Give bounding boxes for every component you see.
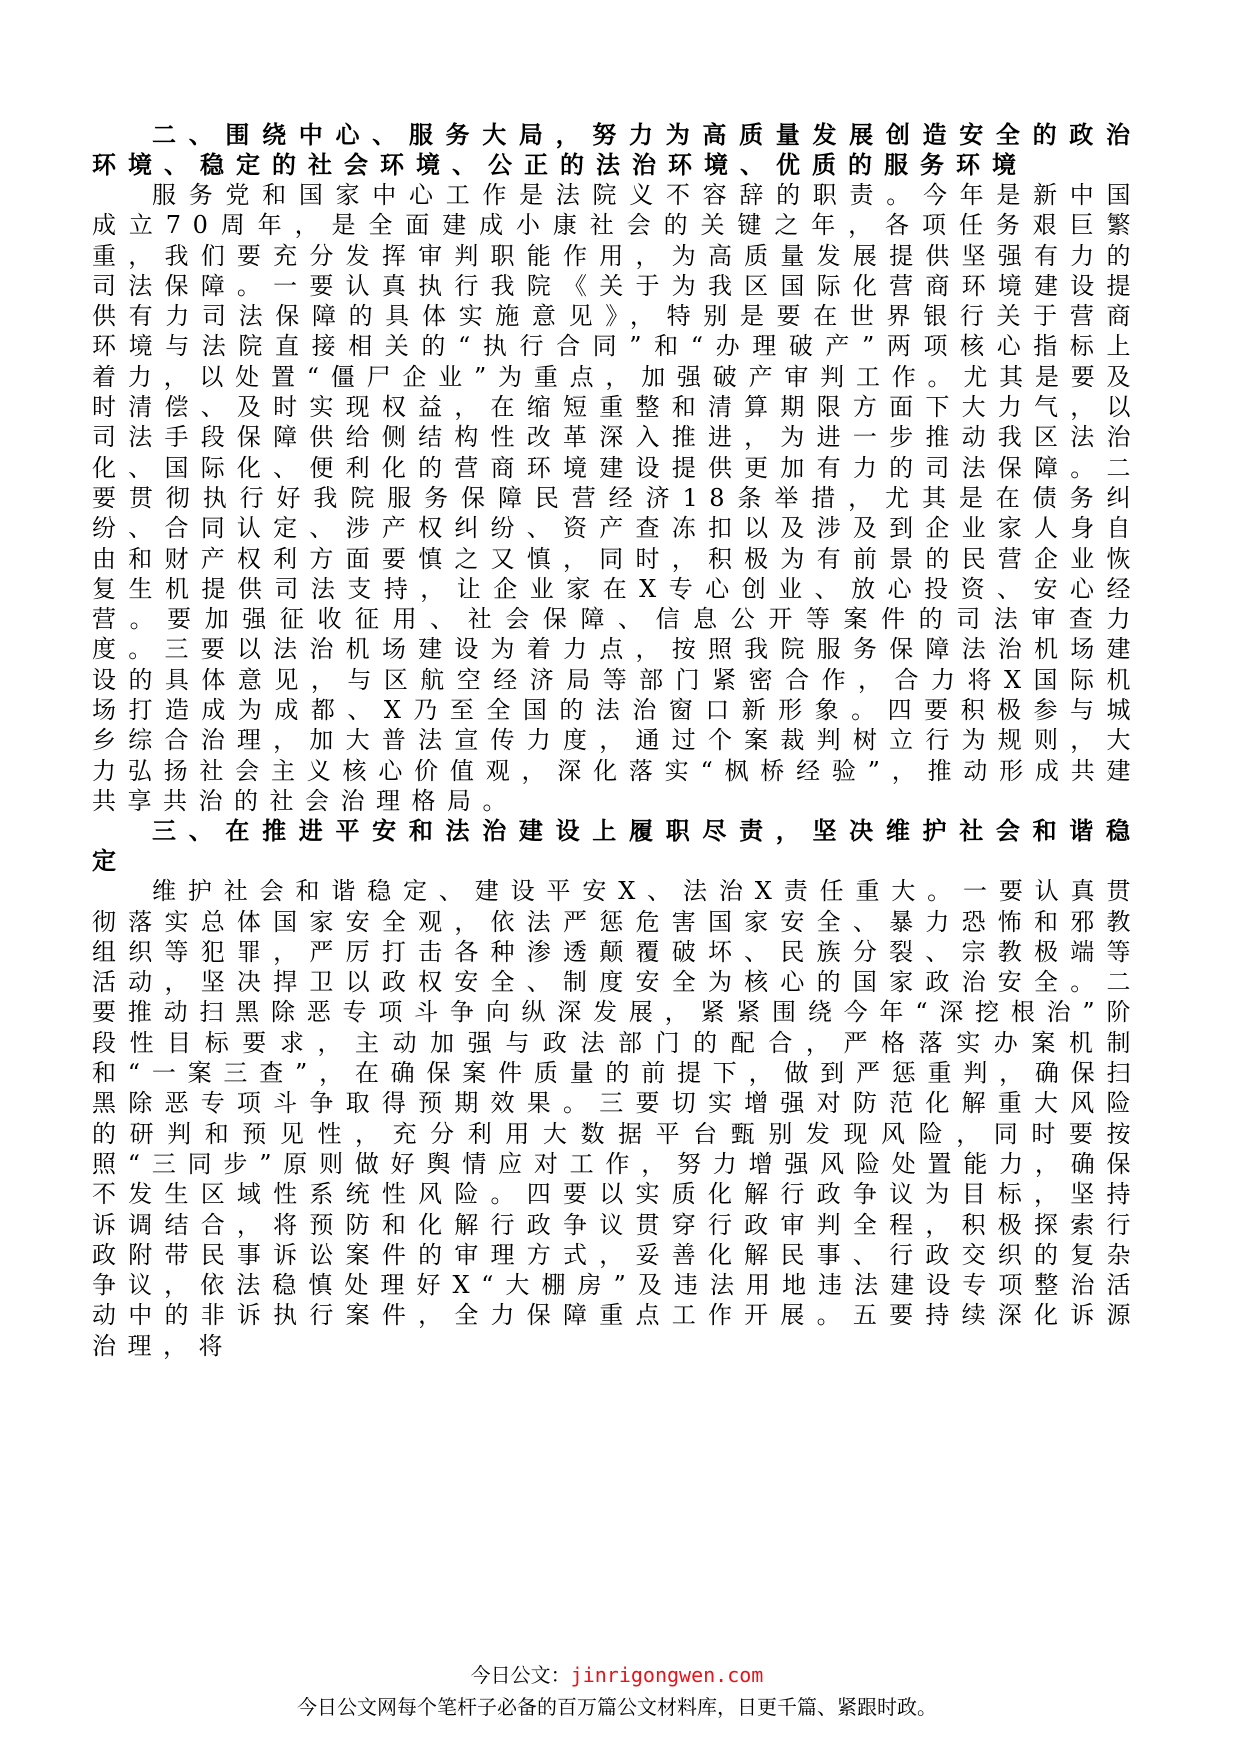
footer [0,1660,1234,1724]
document-page [92,120,1142,1361]
section-heading: 三、在推进平安和法治建设上履职尽责，坚决维护社会和谐稳定 [92,817,1142,876]
section-3 [92,816,1142,1361]
section-body: 服务党和国家中心工作是法院义不容辞的职责。今年是新中国成立70周年，是全面建成小康社会的关键之年，各项任务艰巨繁重，我们要充分发挥审判职能作用，为高质量发展提供坚强有力的司法保障。一要认真执行我院《关于为我区国际化营商环境建设提供有力司法保障的具体实施意见》，特别是要在世界银行关于营商环境与法院直接相关的“执行合同”和“办理破产”两项核心指标上着力，以处置“僵尸企业”为重点，加强破产审判工作。尤其是要及时清偿、及时实现权益，在缩短重整和清算期限方面下大力气，以司法手段保障供给侧结构性改革深入推进，为进一步推动我区法治化、国际化、便利化的营商环境建设提供更加有力的司法保障。二要贯彻执行好我院服务保障民营经济18条举措，尤其是在债务纠纷、合同认定、涉产权纠纷、资产查冻扣以及涉及到企业家人身自由和财产权利方面要慎之又慎，同时，积极为有前景的民营企业恢复生机提供司法支持，让企业家在X专心创业、放心投资、安心经营。要加强征收征用、社会保障、信息公开等案件的司法审查力度。三要以法治机场建设为着力点，按照我院服务保障法治机场建设的具体意见，与区航空经济局等部门紧密合作，合力将X国际机场打造成为成都、X乃至全国的法治窗口新形象。四要积极参与城乡综合治理，加大普法宣传力度，通过个案裁判树立行为规则，大力弘扬社会主义核心价值观，深化落实“枫桥经验”，推动形成共建共享共治的社会治理格局。 [92,181,1142,815]
section-heading: 二、围绕中心、服务大局，努力为高质量发展创造安全的政治环境、稳定的社会环境、公正的法治环境、优质的服务环境 [92,121,1142,179]
footer-url-link[interactable]: jinrigongwen.com [570,1663,764,1687]
section-2 [92,120,1142,816]
section-body: 维护社会和谐稳定、建设平安X、法治X责任重大。一要认真贯彻落实总体国家安全观，依法严惩危害国家安全、暴力恐怖和邪教组织等犯罪，严厉打击各种渗透颠覆破坏、民族分裂、宗教极端等活动，坚决捍卫以政权安全、制度安全为核心的国家政治安全。二要推动扫黑除恶专项斗争向纵深发展，紧紧围绕今年“深挖根治”阶段性目标要求，主动加强与政法部门的配合，严格落实办案机制和“一案三查”，在确保案件质量的前提下，做到严惩重判，确保扫黑除恶专项斗争取得预期效果。三要切实增强对防范化解重大风险的研判和预见性，充分利用大数据平台甄别发现风险，同时要按照“三同步”原则做好舆情应对工作，努力增强风险处置能力，确保不发生区域性系统性风险。四要以实质化解行政争议为目标，坚持诉调结合，将预防和化解行政争议贯穿行政审判全程，积极探索行政附带民事诉讼案件的审理方式，妥善化解民事、行政交织的复杂争议，依法稳慎处理好X“大棚房”及违法用地违法建设专项整治活动中的非诉执行案件，全力保障重点工作开展。五要持续深化诉源治理，将 [92,877,1142,1360]
footer-site-line [0,1660,1234,1690]
footer-site-label: 今日公文： [470,1663,571,1687]
footer-slogan: 今日公文网每个笔杆子必备的百万篇公文材料库，日更千篇、紧跟时政。 [297,1695,937,1719]
